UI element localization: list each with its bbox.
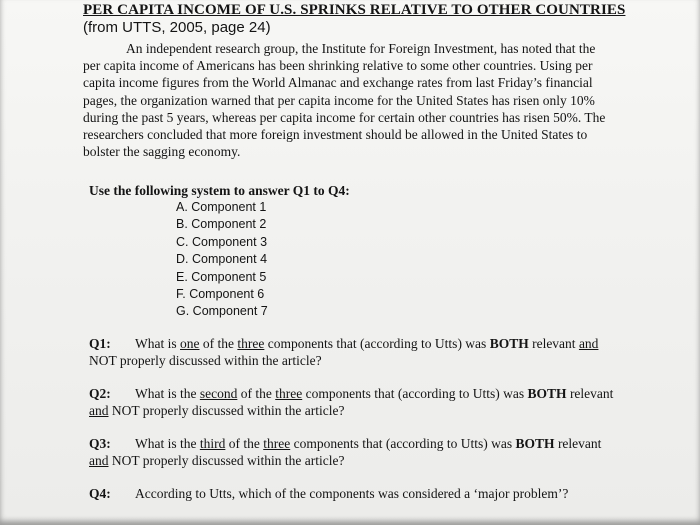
question-emphasis: one — [180, 336, 200, 351]
question-continuation — [89, 402, 613, 419]
question-continuation: NOT properly discussed within the article? — [89, 353, 322, 368]
question-text: According to Utts, which of the components was considered a ‘major problem’? — [135, 486, 569, 501]
question-text: What is the — [135, 436, 200, 451]
question-2 — [89, 385, 613, 419]
question-label: Q2: — [89, 386, 111, 401]
question-text: of the — [237, 386, 276, 401]
paragraph-line: researchers concluded that more foreign investment should be allowed in the United States to — [83, 127, 588, 143]
paragraph-line: capita income figures from the World Almanac and exchange rates from last Friday’s financial — [83, 75, 593, 91]
paragraph-line: An independent research group, the Institute for Foreign Investment, has noted that the — [126, 41, 596, 56]
question-4 — [89, 485, 568, 502]
component-item: F. Component 6 — [176, 287, 265, 302]
question-text: relevant — [566, 386, 614, 401]
paragraph-line: pages, the organization warned that per capita income for the United States has risen only 10% — [83, 92, 595, 108]
question-label: Q1: — [89, 336, 111, 351]
source-citation: (from UTTS, 2005, page 24) — [83, 19, 271, 36]
question-emphasis: BOTH — [489, 336, 529, 351]
question-emphasis: second — [199, 386, 238, 401]
question-emphasis: and — [578, 336, 599, 351]
question-text: of the — [225, 436, 264, 451]
question-text: components that (according to Utts) was — [264, 336, 490, 351]
question-text: NOT properly discussed within the article? — [108, 453, 345, 468]
question-emphasis: three — [263, 436, 291, 451]
component-item: A. Component 1 — [176, 200, 267, 214]
question-3 — [89, 435, 601, 469]
question-text: of the — [199, 336, 238, 351]
component-item: C. Component 3 — [176, 234, 268, 249]
system-heading: Use the following system to answer Q1 to Q4: — [89, 183, 350, 198]
question-text: components that (according to Utts) was — [302, 386, 528, 401]
component-item: G. Component 7 — [176, 304, 268, 319]
question-text: What is — [135, 336, 180, 351]
question-emphasis: and — [89, 403, 109, 418]
question-emphasis: and — [89, 453, 109, 468]
paragraph-line: during the past 5 years, whereas per capita income for certain other countries has risen 50%. The — [83, 109, 606, 125]
component-list — [176, 199, 268, 321]
question-continuation — [89, 452, 601, 469]
question-text: What is the — [135, 386, 200, 401]
component-item: E. Component 5 — [176, 269, 267, 284]
article-paragraph — [83, 40, 648, 160]
question-label: Q4: — [89, 486, 111, 501]
question-emphasis: three — [237, 336, 265, 351]
paragraph-line: per capita income of Americans has been shrinking relative to some other countries. Using per — [83, 58, 593, 74]
question-text: components that (according to Utts) was — [290, 436, 516, 451]
component-item: B. Component 2 — [176, 217, 267, 232]
question-1 — [89, 335, 598, 369]
question-emphasis: third — [199, 436, 226, 451]
question-emphasis: BOTH — [515, 436, 555, 451]
question-emphasis: BOTH — [527, 386, 567, 401]
question-emphasis: three — [275, 386, 303, 401]
paragraph-line: bolster the sagging economy. — [83, 144, 241, 160]
document-title: PER CAPITA INCOME OF U.S. SPRINKS RELATIVE TO OTHER COUNTRIES — [83, 2, 626, 18]
question-label: Q3: — [89, 436, 111, 451]
question-text: NOT properly discussed within the article? — [108, 403, 345, 418]
question-text: relevant — [528, 336, 579, 351]
component-item: D. Component 4 — [176, 252, 268, 267]
question-text: relevant — [554, 436, 602, 451]
